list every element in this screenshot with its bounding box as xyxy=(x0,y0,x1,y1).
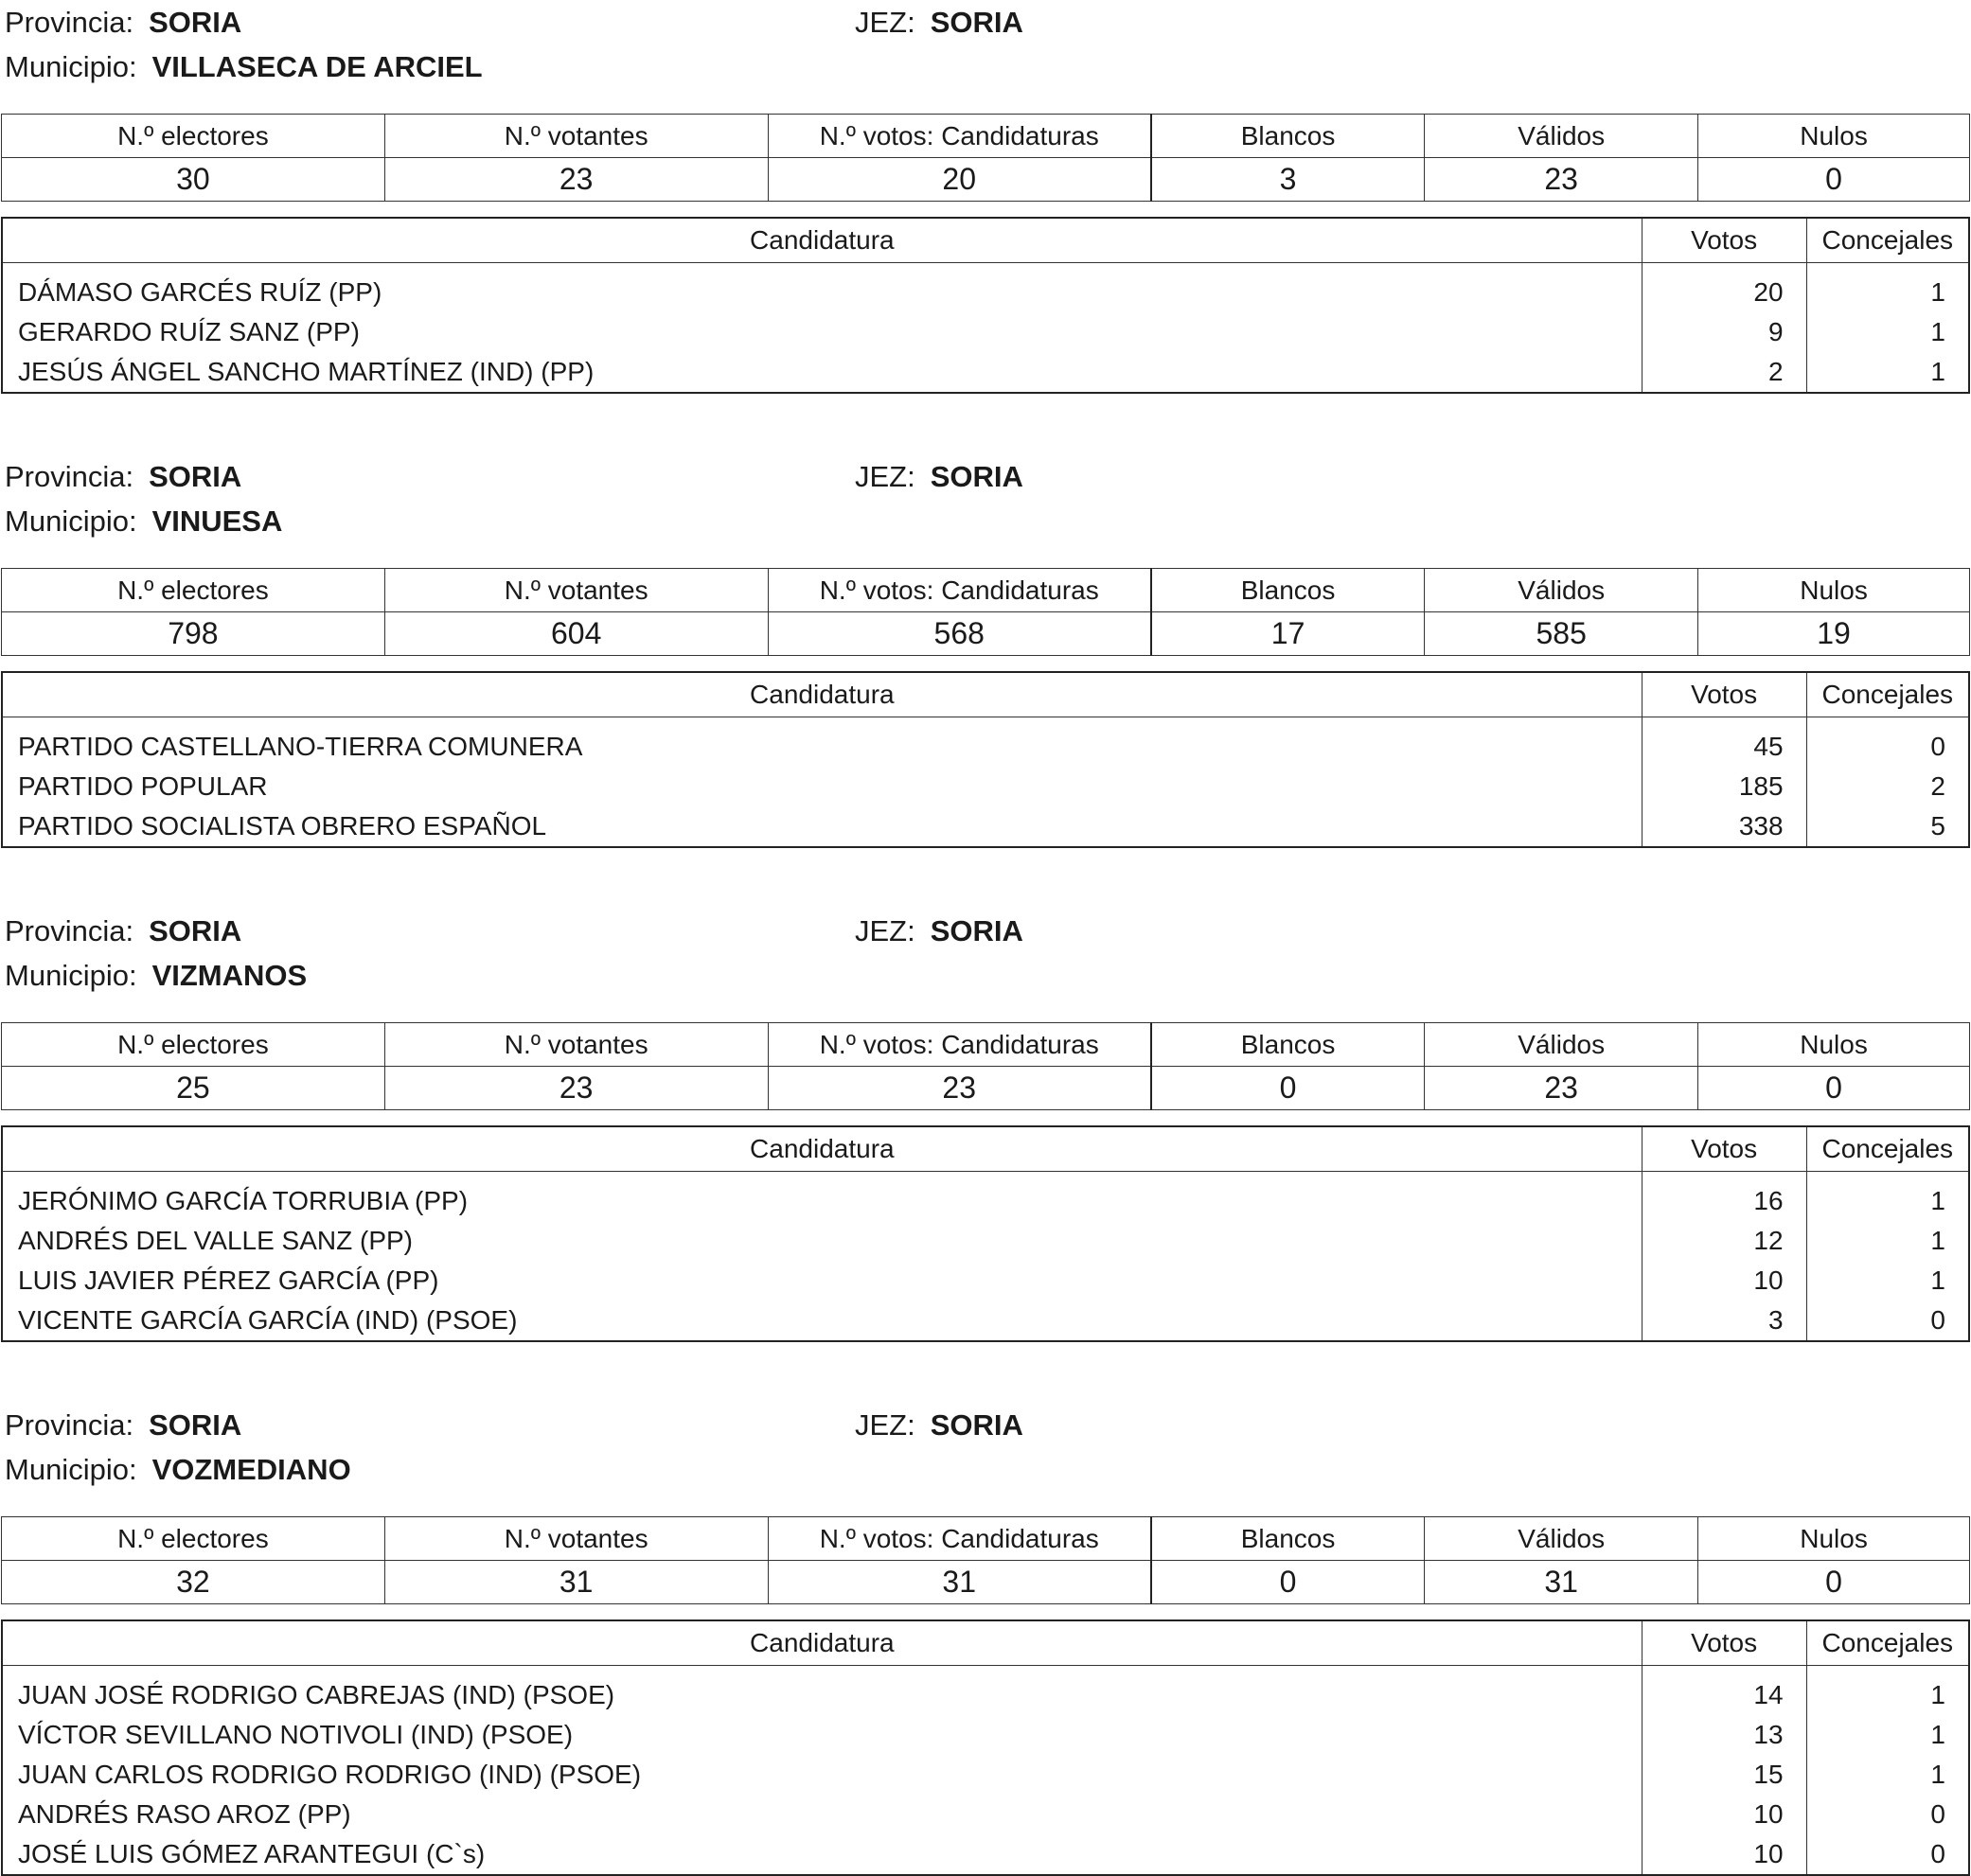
jez-line xyxy=(855,462,1023,491)
nulos-value: 0 xyxy=(1698,158,1970,202)
candidaturas-table xyxy=(1,217,1970,394)
candidato-concejales: 1 xyxy=(1806,1172,1969,1222)
votos-cand-value: 20 xyxy=(768,158,1151,202)
candidato-votos: 10 xyxy=(1642,1261,1806,1301)
candidato-name: JOSÉ LUIS GÓMEZ ARANTEGUI (C`s) xyxy=(18,1839,486,1868)
table-row xyxy=(2,312,1969,352)
stats-value-row xyxy=(2,1067,1970,1110)
municipio-value: VINUESA xyxy=(151,504,283,538)
provincia-line xyxy=(5,462,241,491)
jez-line xyxy=(855,1410,1023,1440)
electores-header: N.º electores xyxy=(2,569,385,612)
candidato-votos: 2 xyxy=(1642,352,1806,393)
electores-value: 32 xyxy=(2,1561,385,1604)
candidato-votos: 12 xyxy=(1642,1221,1806,1261)
blancos-header: Blancos xyxy=(1151,115,1425,158)
jez-label: JEZ: xyxy=(855,914,915,947)
candidato-votos: 3 xyxy=(1642,1301,1806,1341)
blancos-value: 17 xyxy=(1151,612,1425,656)
stats-value-row xyxy=(2,1561,1970,1604)
candidaturas-header-row xyxy=(2,672,1969,717)
table-row xyxy=(2,1301,1969,1341)
table-row xyxy=(2,1261,1969,1301)
nulos-value: 0 xyxy=(1698,1067,1970,1110)
candidato-votos: 338 xyxy=(1642,806,1806,847)
candidato-votos: 16 xyxy=(1642,1172,1806,1222)
candidaturas-table xyxy=(1,1125,1970,1342)
blancos-header: Blancos xyxy=(1151,1517,1425,1561)
nulos-header: Nulos xyxy=(1698,569,1970,612)
stats-header-row xyxy=(2,115,1970,158)
votos-cand-value: 23 xyxy=(768,1067,1151,1110)
candidatura-header: Candidatura xyxy=(2,672,1642,717)
candidatura-header: Candidatura xyxy=(2,1620,1642,1666)
votos-cand-value: 568 xyxy=(768,612,1151,656)
candidato-name: VICENTE GARCÍA GARCÍA (IND) (PSOE) xyxy=(18,1305,518,1335)
stats-table xyxy=(1,568,1970,656)
table-row xyxy=(2,767,1969,806)
candidato-concejales: 2 xyxy=(1806,767,1969,806)
provincia-label: Provincia: xyxy=(5,6,134,39)
candidato-concejales: 1 xyxy=(1806,312,1969,352)
electores-value: 30 xyxy=(2,158,385,202)
stats-header-row xyxy=(2,1023,1970,1067)
stats-header-row xyxy=(2,1517,1970,1561)
stats-value-row xyxy=(2,158,1970,202)
votos-cand-header: N.º votos: Candidaturas xyxy=(768,115,1151,158)
candidato-name: ANDRÉS RASO AROZ (PP) xyxy=(18,1799,351,1829)
table-row xyxy=(2,352,1969,393)
municipio-line xyxy=(5,1455,351,1484)
electores-header: N.º electores xyxy=(2,1023,385,1067)
candidato-name: DÁMASO GARCÉS RUÍZ (PP) xyxy=(18,277,382,307)
validos-header: Válidos xyxy=(1425,569,1698,612)
votantes-value: 23 xyxy=(384,1067,768,1110)
candidato-name: JUAN CARLOS RODRIGO RODRIGO (IND) (PSOE) xyxy=(18,1760,642,1789)
table-row xyxy=(2,1221,1969,1261)
candidaturas-table xyxy=(1,1619,1970,1876)
provincia-label: Provincia: xyxy=(5,1408,134,1442)
candidato-concejales: 1 xyxy=(1806,1221,1969,1261)
validos-header: Válidos xyxy=(1425,1517,1698,1561)
nulos-header: Nulos xyxy=(1698,1517,1970,1561)
provincia-line xyxy=(5,916,241,946)
stats-header-row xyxy=(2,569,1970,612)
candidato-name: JESÚS ÁNGEL SANCHO MARTÍNEZ (IND) (PP) xyxy=(18,357,595,386)
nulos-value: 0 xyxy=(1698,1561,1970,1604)
candidato-votos: 185 xyxy=(1642,767,1806,806)
votantes-value: 31 xyxy=(384,1561,768,1604)
candidato-concejales: 0 xyxy=(1806,1301,1969,1341)
candidato-votos: 13 xyxy=(1642,1715,1806,1755)
validos-header: Válidos xyxy=(1425,115,1698,158)
municipio-line xyxy=(5,961,307,990)
municipio-label: Municipio: xyxy=(5,959,137,992)
votos-cand-header: N.º votos: Candidaturas xyxy=(768,1517,1151,1561)
candidato-votos: 10 xyxy=(1642,1834,1806,1875)
candidato-concejales: 1 xyxy=(1806,1261,1969,1301)
votantes-value: 23 xyxy=(384,158,768,202)
candidato-votos: 14 xyxy=(1642,1666,1806,1716)
validos-value: 23 xyxy=(1425,1067,1698,1110)
candidato-concejales: 1 xyxy=(1806,263,1969,313)
provincia-value: SORIA xyxy=(149,6,242,39)
jez-value: SORIA xyxy=(930,1408,1023,1442)
jez-line xyxy=(855,8,1023,37)
nulos-header: Nulos xyxy=(1698,1023,1970,1067)
provincia-value: SORIA xyxy=(149,914,242,947)
jez-label: JEZ: xyxy=(855,460,915,493)
jez-value: SORIA xyxy=(930,460,1023,493)
municipio-value: VILLASECA DE ARCIEL xyxy=(151,50,483,83)
electores-header: N.º electores xyxy=(2,115,385,158)
votos-header: Votos xyxy=(1642,672,1806,717)
candidato-concejales: 1 xyxy=(1806,352,1969,393)
table-row xyxy=(2,1715,1969,1755)
table-row xyxy=(2,1755,1969,1795)
candidato-concejales: 5 xyxy=(1806,806,1969,847)
candidato-votos: 9 xyxy=(1642,312,1806,352)
jez-line xyxy=(855,916,1023,946)
stats-table xyxy=(1,114,1970,202)
concejales-header: Concejales xyxy=(1806,672,1969,717)
provincia-line xyxy=(5,8,241,37)
candidato-concejales: 0 xyxy=(1806,717,1969,768)
candidato-votos: 15 xyxy=(1642,1755,1806,1795)
votos-header: Votos xyxy=(1642,1126,1806,1172)
votos-header: Votos xyxy=(1642,1620,1806,1666)
votantes-value: 604 xyxy=(384,612,768,656)
candidato-name: PARTIDO CASTELLANO-TIERRA COMUNERA xyxy=(18,732,583,761)
candidatura-header: Candidatura xyxy=(2,1126,1642,1172)
municipio-label: Municipio: xyxy=(5,504,137,538)
table-row xyxy=(2,806,1969,847)
nulos-value: 19 xyxy=(1698,612,1970,656)
candidatura-header: Candidatura xyxy=(2,218,1642,263)
candidato-name: JERÓNIMO GARCÍA TORRUBIA (PP) xyxy=(18,1186,469,1215)
candidato-name: VÍCTOR SEVILLANO NOTIVOLI (IND) (PSOE) xyxy=(18,1720,574,1749)
table-row xyxy=(2,1172,1969,1222)
candidato-concejales: 1 xyxy=(1806,1666,1969,1716)
blancos-value: 3 xyxy=(1151,158,1425,202)
blancos-value: 0 xyxy=(1151,1067,1425,1110)
table-row xyxy=(2,717,1969,768)
concejales-header: Concejales xyxy=(1806,1620,1969,1666)
electores-header: N.º electores xyxy=(2,1517,385,1561)
concejales-header: Concejales xyxy=(1806,1126,1969,1172)
jez-value: SORIA xyxy=(930,914,1023,947)
votos-header: Votos xyxy=(1642,218,1806,263)
candidato-concejales: 0 xyxy=(1806,1795,1969,1834)
votos-cand-header: N.º votos: Candidaturas xyxy=(768,1023,1151,1067)
candidato-name: PARTIDO POPULAR xyxy=(18,771,268,801)
blancos-header: Blancos xyxy=(1151,1023,1425,1067)
stats-table xyxy=(1,1022,1970,1110)
candidato-name: ANDRÉS DEL VALLE SANZ (PP) xyxy=(18,1226,414,1255)
provincia-value: SORIA xyxy=(149,1408,242,1442)
jez-label: JEZ: xyxy=(855,6,915,39)
table-row xyxy=(2,263,1969,313)
candidato-name: PARTIDO SOCIALISTA OBRERO ESPAÑOL xyxy=(18,811,547,841)
table-row xyxy=(2,1666,1969,1716)
blancos-value: 0 xyxy=(1151,1561,1425,1604)
candidato-concejales: 1 xyxy=(1806,1715,1969,1755)
candidaturas-header-row xyxy=(2,1126,1969,1172)
municipio-value: VOZMEDIANO xyxy=(151,1453,351,1486)
candidato-votos: 20 xyxy=(1642,263,1806,313)
votantes-header: N.º votantes xyxy=(384,1517,768,1561)
candidaturas-table xyxy=(1,671,1970,848)
candidato-name: LUIS JAVIER PÉREZ GARCÍA (PP) xyxy=(18,1265,439,1295)
validos-value: 31 xyxy=(1425,1561,1698,1604)
candidato-concejales: 1 xyxy=(1806,1755,1969,1795)
candidato-votos: 45 xyxy=(1642,717,1806,768)
municipio-line xyxy=(5,506,282,536)
candidato-concejales: 0 xyxy=(1806,1834,1969,1875)
provincia-value: SORIA xyxy=(149,460,242,493)
votantes-header: N.º votantes xyxy=(384,115,768,158)
electores-value: 798 xyxy=(2,612,385,656)
table-row xyxy=(2,1834,1969,1875)
provincia-label: Provincia: xyxy=(5,460,134,493)
candidato-votos: 10 xyxy=(1642,1795,1806,1834)
votantes-header: N.º votantes xyxy=(384,1023,768,1067)
candidaturas-header-row xyxy=(2,1620,1969,1666)
municipio-value: VIZMANOS xyxy=(151,959,308,992)
provincia-line xyxy=(5,1410,241,1440)
votos-cand-header: N.º votos: Candidaturas xyxy=(768,569,1151,612)
nulos-header: Nulos xyxy=(1698,115,1970,158)
candidaturas-header-row xyxy=(2,218,1969,263)
candidato-name: JUAN JOSÉ RODRIGO CABREJAS (IND) (PSOE) xyxy=(18,1680,615,1709)
municipio-line xyxy=(5,52,483,81)
stats-value-row xyxy=(2,612,1970,656)
validos-value: 23 xyxy=(1425,158,1698,202)
votantes-header: N.º votantes xyxy=(384,569,768,612)
concejales-header: Concejales xyxy=(1806,218,1969,263)
candidato-name: GERARDO RUÍZ SANZ (PP) xyxy=(18,317,360,346)
electores-value: 25 xyxy=(2,1067,385,1110)
municipio-label: Municipio: xyxy=(5,50,137,83)
validos-value: 585 xyxy=(1425,612,1698,656)
jez-label: JEZ: xyxy=(855,1408,915,1442)
table-row xyxy=(2,1795,1969,1834)
provincia-label: Provincia: xyxy=(5,914,134,947)
validos-header: Válidos xyxy=(1425,1023,1698,1067)
municipio-label: Municipio: xyxy=(5,1453,137,1486)
votos-cand-value: 31 xyxy=(768,1561,1151,1604)
stats-table xyxy=(1,1516,1970,1604)
jez-value: SORIA xyxy=(930,6,1023,39)
blancos-header: Blancos xyxy=(1151,569,1425,612)
